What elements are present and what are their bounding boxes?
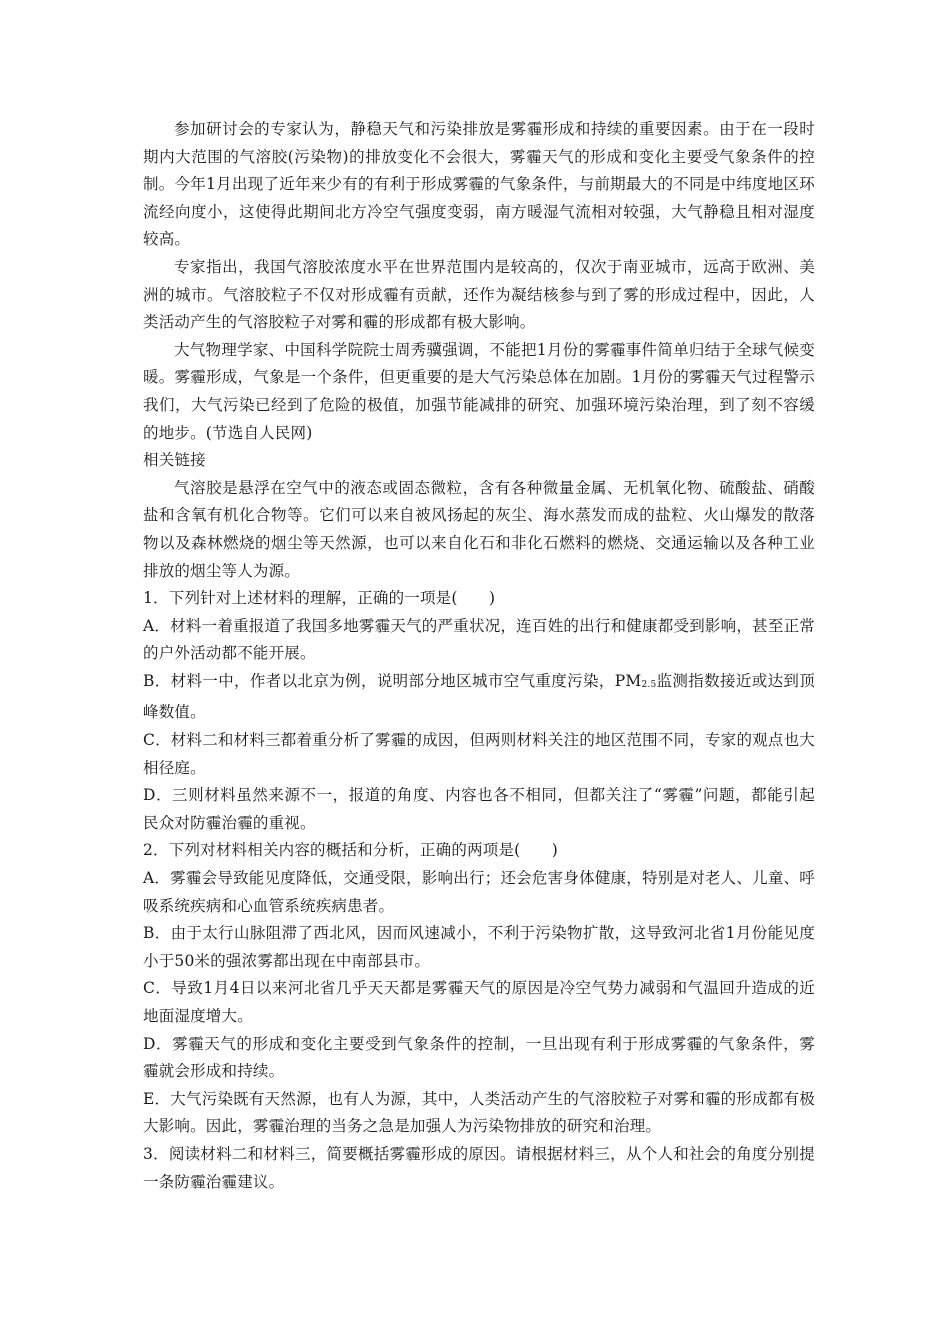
pm-subscript: 2.5 xyxy=(641,679,657,690)
question-1-option-b xyxy=(143,668,815,727)
question-1-stem: 1．下列针对上述材料的理解，正确的一项是( ) xyxy=(143,589,496,608)
question-3-stem: 3．阅读材料二和材料三，简要概括雾霾形成的原因。请根据材料三，从个人和社会的角度分别提一条防霾治霾建议。 xyxy=(143,1144,815,1191)
related-links-heading: 相关链接 xyxy=(143,451,206,470)
option-b-text-start: B．材料一中，作者以北京为例，说明部分地区城市空气重度污染，PM xyxy=(143,671,642,690)
question-1-option-c: C．材料二和材料三都着重分析了雾霾的成因，但两则材料关注的地区范围不同，专家的观点也大相径庭。 xyxy=(143,731,815,777)
question-2-option-d: D．雾霾天气的形成和变化主要受到气象条件的控制，一旦出现有利于形成雾霾的气象条件，雾霾就会形成和持续。 xyxy=(143,1034,815,1081)
question-2-option-a: A．雾霾会导致能见度降低，交通受限，影响出行；还会危害身体健康，特别是对老人、儿童、呼吸系统疾病和心血管系统疾病患者。 xyxy=(143,869,815,915)
question-2-option-e: E．大气污染既有天然源，也有人为源，其中，人类活动产生的气溶胶粒子对雾和霾的形成都有极大影响。因此，雾霾治理的当务之急是加强人为污染物排放的研究和治理。 xyxy=(143,1089,815,1136)
question-1-option-d: D．三则材料虽然来源不一，报道的角度、内容也各不相同，但都关注了“雾霾”问题，都能引起民众对防霾治霾的重视。 xyxy=(143,786,815,832)
paragraph-academician-statement: 大气物理学家、中国科学院院士周秀骥强调，不能把1月份的雾霾事件简单归结于全球气候变暖。雾霾形成，气象是一个条件，但更重要的是大气污染总体在加剧。1月份的雾霾天气过程警示我们，大气污染已经到了危险的极值，加强节能减排的研究、加强环境污染治理，到了刻不容缓的地步。(节选自人民网) xyxy=(143,340,815,442)
question-2-stem: 2．下列对材料相关内容的概括和分析，正确的两项是( ) xyxy=(143,841,559,860)
paragraph-aerosol-levels: 专家指出，我国气溶胶浓度水平在世界范围内是较高的，仅次于南亚城市，远高于欧洲、美洲的城市。气溶胶粒子不仅对形成霾有贡献，还作为凝结核参与到了雾的形成过程中，因此，人类活动产生的气溶胶粒子对雾和霾的形成都有极大影响。 xyxy=(143,257,815,332)
document-page xyxy=(143,116,815,1196)
option-b-text-end: 监测指数接近或达到顶峰数值。 xyxy=(143,671,815,722)
paragraph-aerosol-definition: 气溶胶是悬浮在空气中的液态或固态微粒，含有各种微量金属、无机氧化物、硫酸盐、硝酸盐和含氧有机化合物等。它们可以来自被风扬起的灰尘、海水蒸发而成的盐粒、火山爆发的散落物以及森林燃烧的烟尘等天然源，也可以来自化石和非化石燃料的燃烧、交通运输以及各种工业排放的烟尘等人为源。 xyxy=(143,478,815,580)
question-1-option-a: A．材料一着重报道了我国多地雾霾天气的严重状况，连百姓的出行和健康都受到影响，甚至正常的户外活动都不能开展。 xyxy=(143,616,815,663)
paragraph-experts-conditions: 参加研讨会的专家认为，静稳天气和污染排放是雾霾形成和持续的重要因素。由于在一段时期内大范围的气溶胶(污染物)的排放变化不会很大，雾霾天气的形成和变化主要受气象条件的控制。今年1月出现了近年来少有的有利于形成雾霾的气象条件，与前期最大的不同是中纬度地区环流经向度小，这使得此期间北方冷空气强度变弱，南方暖湿气流相对较强，大气静稳且相对湿度较高。 xyxy=(143,120,815,249)
question-2-option-b: B．由于太行山脉阻滞了西北风，因而风速减小，不利于污染物扩散，这导致河北省1月份能见度小于50米的强浓雾都出现在中南部县市。 xyxy=(143,924,815,970)
question-2-option-c: C．导致1月4日以来河北省几乎天天都是雾霾天气的原因是冷空气势力减弱和气温回升造成的近地面湿度增大。 xyxy=(143,979,815,1025)
